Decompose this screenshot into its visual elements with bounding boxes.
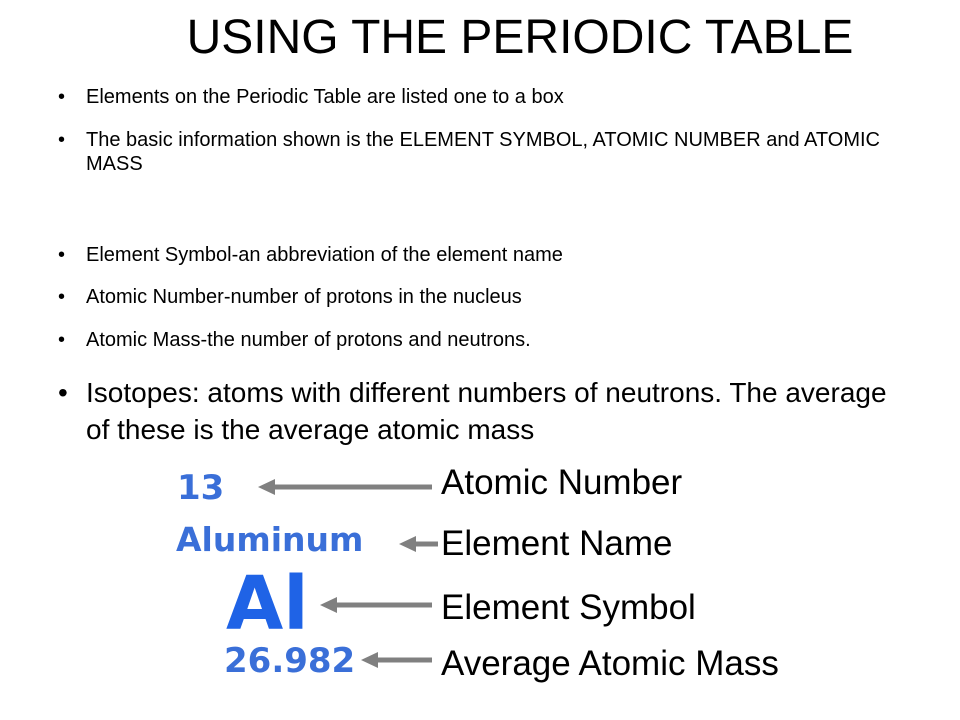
bullet-dot: • xyxy=(58,129,66,151)
bullet-dot: • xyxy=(58,377,68,408)
label-atomic-number: Atomic Number xyxy=(441,463,683,502)
bullet-dot: • xyxy=(58,244,66,266)
label-average-atomic-mass: Average Atomic Mass xyxy=(441,644,779,683)
bullet-item xyxy=(52,328,912,352)
slide-title: USING THE PERIODIC TABLE xyxy=(186,11,854,64)
arrow-atomic-number xyxy=(258,479,432,495)
bullet-text: Atomic Number-number of protons in the nucleus xyxy=(86,286,522,308)
label-element-symbol: Element Symbol xyxy=(441,588,696,627)
element-symbol: Al xyxy=(226,561,309,647)
bullet-dot: • xyxy=(58,286,66,308)
arrow-average-atomic-mass xyxy=(361,652,432,668)
bullet-item xyxy=(52,374,912,448)
arrow-element-name xyxy=(399,536,438,552)
atomic-mass: 26.982 xyxy=(224,641,356,681)
label-element-name: Element Name xyxy=(441,524,673,563)
bullet-dot: • xyxy=(58,329,66,351)
bullet-item xyxy=(52,85,912,109)
bullet-text: Element Symbol-an abbreviation of the element name xyxy=(86,244,563,266)
bullet-item xyxy=(52,285,912,309)
bullet-text: Elements on the Periodic Table are listed one to a box xyxy=(86,86,564,108)
arrow-element-symbol xyxy=(320,597,432,613)
bullet-text: Isotopes: atoms with different numbers of neutrons. The average of these is the average atomic mass xyxy=(86,377,887,445)
bullet-text: Atomic Mass-the number of protons and neutrons. xyxy=(86,329,531,351)
bullet-item xyxy=(52,243,912,267)
atomic-number: 13 xyxy=(177,468,228,508)
bullet-dot: • xyxy=(58,86,66,108)
bullet-item xyxy=(52,128,912,176)
bullet-text: The basic information shown is the ELEMENT SYMBOL, ATOMIC NUMBER and ATOMIC MASS xyxy=(86,129,880,175)
element-name: Aluminum xyxy=(176,520,364,559)
